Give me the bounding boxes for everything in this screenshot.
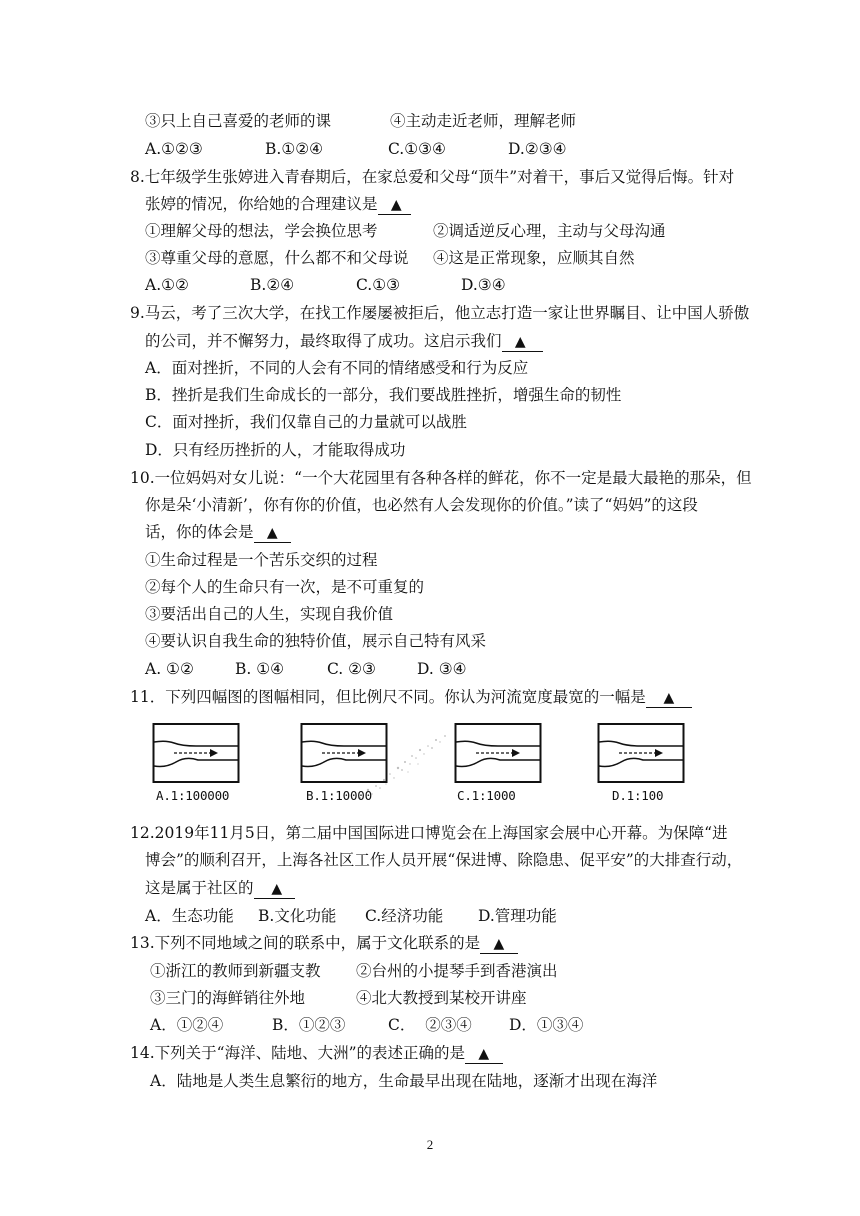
answer-blank: ▲ <box>254 881 296 899</box>
q12-stem-line-2: 博会”的顺利召开，上海各社区工作人员开展“保进博、除隐患、促平安”的大排查行动， <box>145 851 743 869</box>
q9-choice-d: D．只有经历挫折的人，才能取得成功 <box>145 441 406 459</box>
q13-choice-a: A．①②④ <box>150 1016 224 1034</box>
caption-d: D.1:100 <box>612 788 664 803</box>
page-number: 2 <box>426 1137 434 1152</box>
q7-choice-a: A.①②③ <box>145 140 203 158</box>
q10-choice-c: C. ②③ <box>327 660 376 678</box>
q10-choice-b: B. ①④ <box>235 660 285 678</box>
q10-option-3: ③要活出自己的人生，实现自我价值 <box>145 605 394 623</box>
q8-stem-line-1: 8.七年级学生张婷进入青春期后，在家总爱和父母“顶牛”对着干，事后又觉得后悔。针对 <box>130 168 735 186</box>
q9-stem-line-1: 9.马云，考了三次大学，在找工作屡屡被拒后，他立志打造一家让世界瞩目、让中国人骄傲 <box>130 304 750 322</box>
q13-option-3: ③三门的海鲜销往外地 <box>150 989 306 1007</box>
answer-blank: ▲ <box>254 525 292 543</box>
answer-blank: ▲ <box>502 334 544 352</box>
q7-option-4: ④主动走近老师，理解老师 <box>390 112 577 130</box>
q9-choice-a: A．面对挫折，不同的人会有不同的情绪感受和行为反应 <box>145 359 529 377</box>
q12-choice-a: A．生态功能 <box>145 907 234 925</box>
q13-option-4: ④北大教授到某校开讲座 <box>356 989 527 1007</box>
q13-stem: 13.下列不同地域之间的联系中，属于文化联系的是 ▲ <box>130 933 518 954</box>
q13-option-2: ②台州的小提琴手到香港演出 <box>356 962 558 980</box>
answer-blank: ▲ <box>646 690 692 708</box>
q8-option-1: ①理解父母的想法，学会换位思考 <box>145 222 378 240</box>
q10-choice-a: A. ①② <box>145 660 194 678</box>
answer-blank: ▲ <box>480 936 518 954</box>
q10-choice-d: D. ③④ <box>417 660 467 678</box>
q12-choice-d: D.管理功能 <box>478 907 557 925</box>
q13-choice-d: D．①③④ <box>509 1016 584 1034</box>
q9-choice-c: C．面对挫折，我们仅靠自己的力量就可以战胜 <box>145 413 467 431</box>
q14-stem: 14.下列关于“海洋、陆地、大洲”的表述正确的是 ▲ <box>130 1043 503 1064</box>
q8-option-4: ④这是正常现象，应顺其自然 <box>433 249 635 267</box>
q7-option-3: ③只上自己喜爱的老师的课 <box>145 112 332 130</box>
answer-blank: ▲ <box>378 197 411 215</box>
q10-option-4: ④要认识自我生命的独特价值，展示自己特有风采 <box>145 632 487 650</box>
q10-stem-line-1: 10.一位妈妈对女儿说：“一个大花园里有各种各样的鲜花，你不一定是最大最艳的那朵，但 <box>130 469 752 487</box>
caption-b: B.1:10000 <box>306 788 372 803</box>
q10-option-2: ②每个人的生命只有一次，是不可重复的 <box>145 578 425 596</box>
q12-choice-b: B.文化功能 <box>258 907 337 925</box>
q10-option-1: ①生命过程是一个苦乐交织的过程 <box>145 551 378 569</box>
q7-choice-d: D.②③④ <box>508 140 567 158</box>
q8-choice-c: C.①③ <box>356 276 401 294</box>
q7-choice-b: B.①②④ <box>265 140 324 158</box>
q8-option-3: ③尊重父母的意愿，什么都不和父母说 <box>145 249 409 267</box>
q8-option-2: ②调适逆反心理，主动与父母沟通 <box>433 222 666 240</box>
q9-stem-line-2: 的公司，并不懈努力，最终取得了成功。这启示我们 ▲ <box>145 331 543 352</box>
q13-option-1: ①浙江的教师到新疆支教 <box>150 962 321 980</box>
q13-choice-c: C． ②③④ <box>388 1016 472 1034</box>
caption-c: C.1:1000 <box>457 788 516 803</box>
q8-stem-line-2: 张婷的情况，你给她的合理建议是 ▲ <box>145 194 411 215</box>
q7-choice-c: C.①③④ <box>388 140 446 158</box>
q9-choice-b: B．挫折是我们生命成长的一部分，我们要战胜挫折，增强生命的韧性 <box>145 386 622 404</box>
q13-choice-b: B．①②③ <box>272 1016 346 1034</box>
q10-stem-line-3: 话，你的体会是 ▲ <box>145 522 291 543</box>
q10-stem-line-2: 你是朵‘小清新’，你有你的价值，也必然有人会发现你的价值。”读了“妈妈”的这段 <box>145 496 698 514</box>
q8-choice-a: A.①② <box>145 276 189 294</box>
q12-stem-line-1: 12.2019年11月5日，第二届中国国际进口博览会在上海国家会展中心开幕。为保障“进 <box>130 824 728 842</box>
q12-choice-c: C.经济功能 <box>365 907 444 925</box>
caption-a: A.1:100000 <box>156 788 230 803</box>
q12-stem-line-3: 这是属于社区的 ▲ <box>145 878 295 899</box>
q14-choice-a: A．陆地是人类生息繁衍的地方，生命最早出现在陆地，逐渐才出现在海洋 <box>150 1072 658 1090</box>
q11-stem: 11．下列四幅图的图幅相同，但比例尺不同。你认为河流宽度最宽的一幅是 ▲ <box>130 687 692 708</box>
q8-choice-d: D.③④ <box>461 276 506 294</box>
q8-choice-b: B.②④ <box>250 276 295 294</box>
answer-blank: ▲ <box>465 1046 503 1064</box>
